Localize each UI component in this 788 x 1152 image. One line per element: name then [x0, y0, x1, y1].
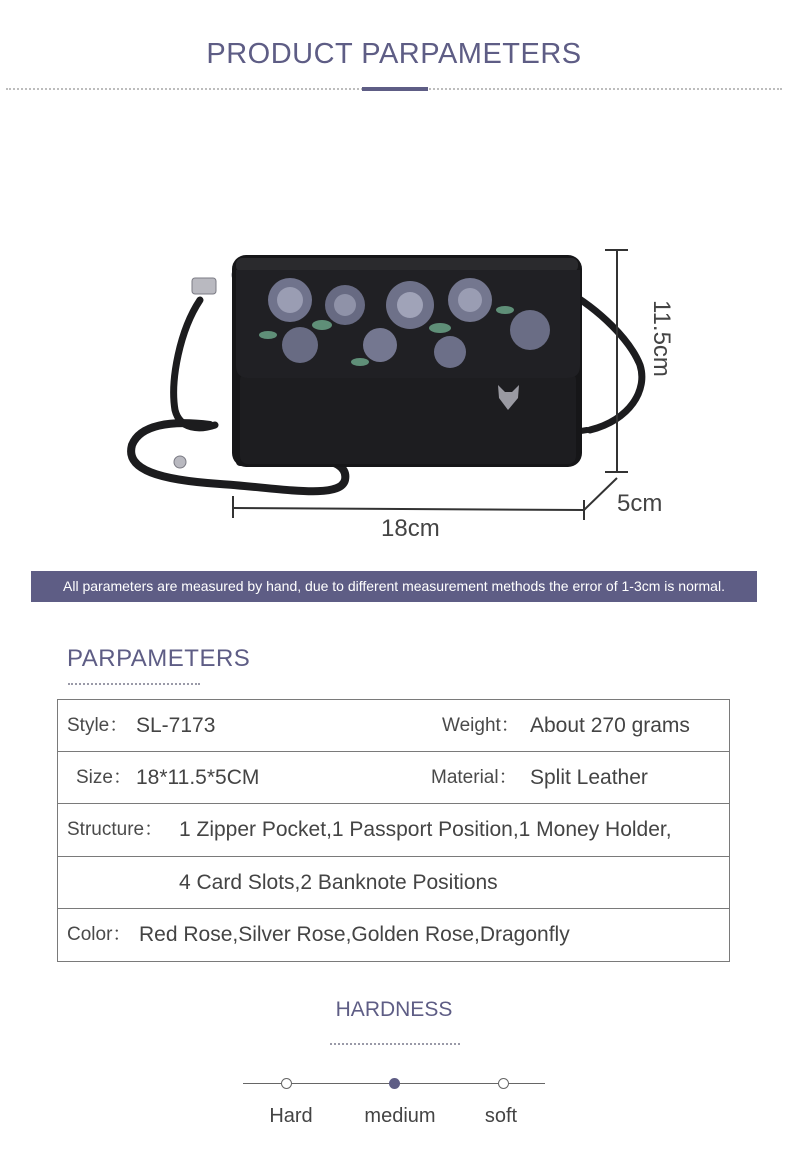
style-label: Style： — [67, 715, 129, 736]
size-value: 18*11.5*5CM — [136, 766, 260, 790]
params-heading-underline — [68, 683, 200, 685]
material-value: Split Leather — [530, 766, 648, 790]
hardness-label-medium: medium — [364, 1105, 436, 1127]
color-value: Red Rose,Silver Rose,Golden Rose,Dragonfly — [139, 922, 570, 946]
params-table — [57, 699, 730, 962]
table-row — [58, 752, 729, 804]
table-row — [58, 857, 729, 909]
dimension-height: 11.5cm — [648, 300, 675, 377]
style-value: SL-7173 — [136, 714, 216, 737]
table-row — [58, 700, 729, 752]
hardness-label-hard: Hard — [269, 1105, 313, 1127]
structure-value: 1 Zipper Pocket,1 Passport Position,1 Money Holder, — [179, 818, 672, 842]
hardness-title: HARDNESS — [335, 998, 453, 1021]
hardness-dot-soft — [498, 1078, 509, 1089]
title-accent-bar — [362, 87, 428, 91]
product-figure — [0, 230, 788, 560]
hardness-label-soft: soft — [484, 1105, 518, 1127]
dimension-depth: 5cm — [617, 490, 663, 517]
dimension-width: 18cm — [381, 515, 440, 542]
params-heading: PARPAMETERS — [67, 645, 251, 672]
table-row — [58, 804, 729, 856]
measurement-notice: All parameters are measured by hand, due to different measurement methods the error of 1-3cm is normal. — [31, 571, 757, 602]
weight-label: Weight： — [442, 715, 520, 736]
hardness-underline — [330, 1043, 460, 1045]
table-row — [58, 909, 729, 961]
page-title: PRODUCT PARPAMETERS — [206, 38, 582, 70]
hardness-dot-medium — [389, 1078, 400, 1089]
hardness-dot-hard — [281, 1078, 292, 1089]
color-label: Color： — [67, 923, 132, 945]
structure-label: Structure： — [67, 819, 164, 841]
weight-value: About 270 grams — [530, 714, 690, 737]
size-label: Size： — [76, 767, 132, 789]
structure-value-continued: 4 Card Slots,2 Banknote Positions — [179, 870, 498, 894]
material-label: Material： — [431, 767, 518, 789]
